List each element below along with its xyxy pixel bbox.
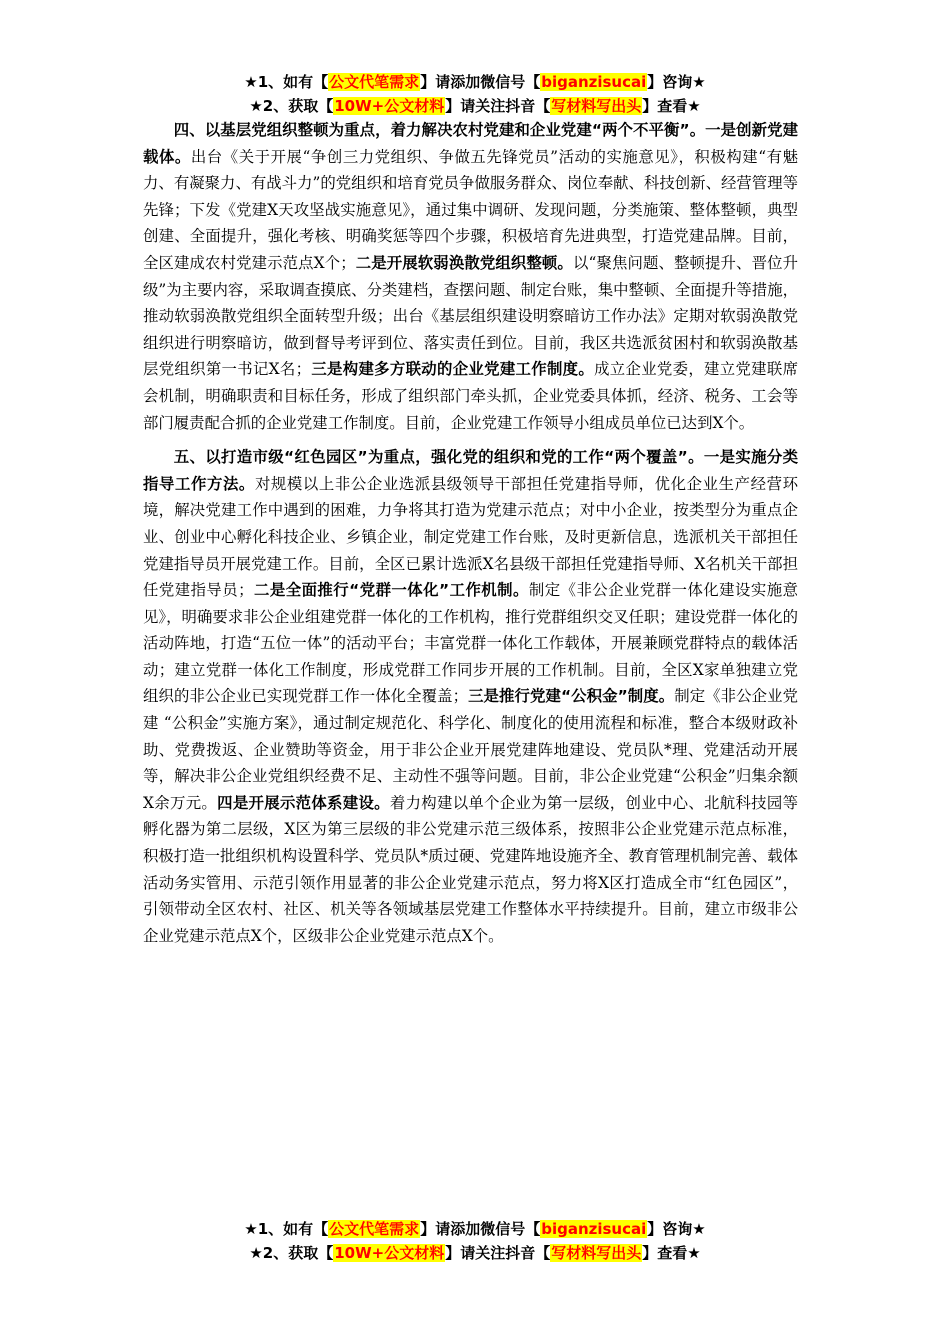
body-text: 制定《非公企业党群一体化建设实施意见》，明确要求非公企业组建党群一体化的工作机构，推行党群组织交叉任职；建设党群一体化的活动阵地，打造“五位一体”的活动平台；丰富党群一体化工作载体，开展兼顾党群特点的载体活动；建立党群一体化工作制度，形成党群工作同步开展的工作机制。目前，全区X家单独建立党组织的非公企业已实现党群工作一体化全覆盖； [143, 581, 798, 706]
banner-text: 】咨询★ [647, 1220, 706, 1238]
banner-text: 】请添加微信号【 [420, 1220, 541, 1238]
point-heading: 二是开展软弱涣散党组织整顿。 [355, 253, 573, 272]
point-heading: 二是全面推行“党群一体化”工作机制。 [253, 581, 529, 600]
banner-text: 】查看★ [642, 97, 701, 115]
banner-text: 】请添加微信号【 [420, 73, 541, 91]
paragraph-section-4 [143, 117, 798, 436]
point-heading: 三是推行党建“公积金”制度。 [467, 687, 675, 706]
banner-text: ★2、获取【 [249, 1244, 334, 1262]
banner-line-2 [0, 94, 950, 118]
body-text: 制定《非公企业党建 “公积金”实施方案》，通过制定规范化、科学化、制度化的使用流程和标准，整合本级财政补助、党费拨返、企业赞助等资金，用于非公企业开展党建阵地建设、党员队*理、党建活动开展等，解决非公企业党组织经费不足、主动性不强等问题。目前，非公企业党建“公积金”归集余额X余万元。 [143, 687, 798, 812]
banner-text: 】请关注抖音【 [445, 1244, 551, 1262]
banner-text: ★1、如有【 [244, 1220, 329, 1238]
point-heading: 四是开展示范体系建设。 [217, 793, 390, 812]
banner-highlight: 写材料写出头 [551, 1244, 642, 1262]
banner-highlight: 写材料写出头 [551, 97, 642, 115]
header-banner [0, 70, 950, 118]
banner-line-1 [0, 70, 950, 94]
body-text: 对规模以上非公企业选派县级领导干部担任党建指导师，优化企业生产经营环境，解决党建工作中遇到的困难，力争将其打造为党建示范点；对中小企业，按类型分为重点企业、创业中心孵化科技企业、乡镇企业，制定党建工作台账，及时更新信息，选派机关干部担任党建指导员开展党建工作。目前，全区已累计选派X名县级干部担任党建指导师、X名机关干部担任党建指导员； [143, 474, 798, 600]
banner-text: 】查看★ [642, 1244, 701, 1262]
banner-line-1 [0, 1217, 950, 1241]
footer-banner [0, 1217, 950, 1265]
banner-highlight: 10W+公文材料 [334, 1244, 445, 1262]
banner-highlight: biganzisucai [541, 73, 647, 91]
banner-text: 】请关注抖音【 [445, 97, 551, 115]
document-body [143, 117, 798, 949]
body-text: 出台《关于开展“争创三力党组织、争做五先锋党员”活动的实施意见》，积极构建“有魅力、有凝聚力、有战斗力”的党组织和培育党员争做服务群众、岗位奉献、科技创新、经营管理等先锋；下发《党建X天攻坚战实施意见》，通过集中调研、发现问题，分类施策、整体整顿，典型创建、全面提升，强化考核、明确奖惩等四个步骤，积极培育先进典型，打造党建品牌。目前，全区建成农村党建示范点X个； [143, 147, 798, 272]
body-text: 着力构建以单个企业为第一层级，创业中心、北航科技园等孵化器为第二层级，X区为第三层级的非公党建示范三级体系，按照非公企业党建示范点标准，积极打造一批组织机构设置科学、党员队*质过硬、党建阵地设施齐全、教育管理机制完善、载体活动务实管用、示范引领作用显著的非公企业党建示范点，努力将X区打造成全市“红色园区”，引领带动全区农村、社区、机关等各领域基层党建工作整体水平持续提升。目前，建立市级非公企业党建示范点X个，区级非公企业党建示范点X个。 [143, 793, 798, 945]
banner-highlight: 10W+公文材料 [334, 97, 445, 115]
body-text: 以“聚焦问题、整顿提升、晋位升级”为主要内容，采取调查摸底、分类建档，查摆问题、制定台账，集中整顿、全面提升等措施，推动软弱涣散党组织全面转型升级；出台《基层组织建设明察暗访工作办法》定期对软弱涣散党组织进行明察暗访，做到督导考评到位、落实责任到位。目前，我区共选派贫困村和软弱涣散基层党组织第一书记X名； [143, 253, 798, 379]
paragraph-section-5 [143, 444, 798, 949]
body-text: 成立企业党委，建立党建联席会机制，明确职责和目标任务，形成了组织部门牵头抓，企业党委具体抓，经济、税务、工会等部门履责配合抓的企业党建工作制度。目前，企业党建工作领导小组成员单位已达到X个。 [143, 360, 798, 432]
banner-highlight: 公文代笔需求 [329, 73, 420, 91]
banner-text: ★2、获取【 [249, 97, 334, 115]
banner-highlight: 公文代笔需求 [329, 1220, 420, 1238]
banner-text: ★1、如有【 [244, 73, 329, 91]
section-heading: 五、以打造市级“红色园区”为重点，强化党的组织和党的工作“两个覆盖”。一是实施分类指导工作方法。 [143, 448, 798, 493]
banner-text: 】咨询★ [647, 73, 706, 91]
point-heading: 三是构建多方联动的企业党建工作制度。 [311, 360, 595, 379]
banner-highlight: biganzisucai [541, 1220, 647, 1238]
banner-line-2 [0, 1241, 950, 1265]
section-heading: 四、以基层党组织整顿为重点，着力解决农村党建和企业党建“两个不平衡”。一是创新党建载体。 [143, 121, 798, 166]
